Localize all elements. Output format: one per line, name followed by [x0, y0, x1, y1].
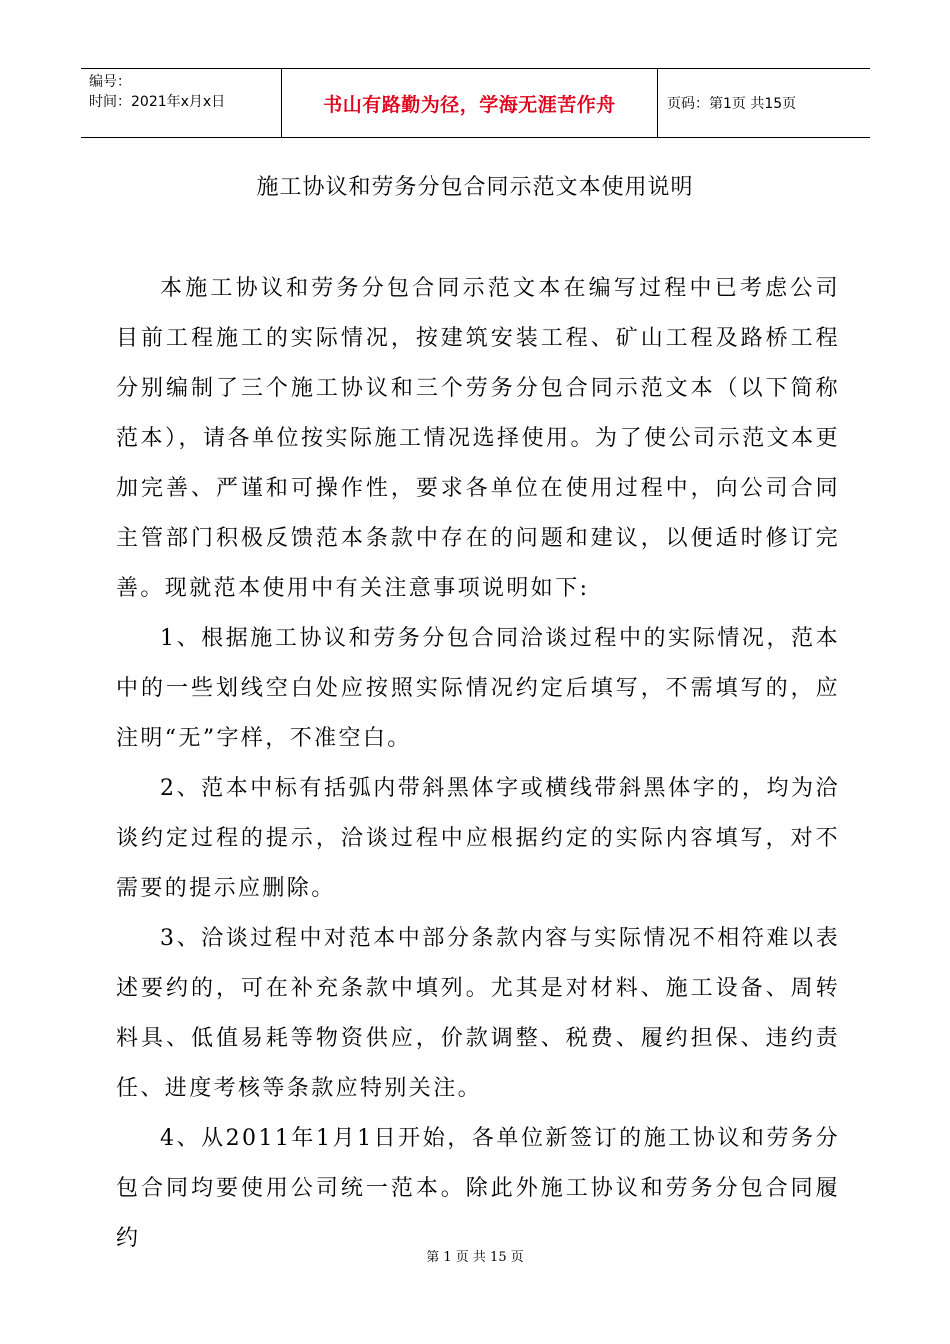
- document-body: [116, 264, 840, 1264]
- paragraph-item-2: 2、范本中标有括弧内带斜黑体字或横线带斜黑体字的，均为洽谈约定过程的提示，洽谈过程中应根据约定的实际内容填写，对不需要的提示应删除。: [116, 776, 840, 901]
- paragraph-item-1: 1、根据施工协议和劳务分包合同洽谈过程中的实际情况，范本中的一些划线空白处应按照实际情况约定后填写，不需填写的，应注明“无”字样，不准空白。: [116, 626, 840, 751]
- page-footer: 第 1 页 共 15 页: [426, 1250, 524, 1265]
- paragraph-item-3: 3、洽谈过程中对范本中部分条款内容与实际情况不相符难以表述要约的，可在补充条款中填列。尤其是对材料、施工设备、周转料具、低值易耗等物资供应，价款调整、税费、履约担保、违约责任、进度考核等条款应特别关注。: [116, 926, 840, 1101]
- header-meta: [81, 69, 281, 137]
- motto-text: 书山有路勤为径，学海无涯苦作舟: [323, 93, 616, 116]
- header-page-info: [658, 69, 870, 137]
- number-label: 编号：: [89, 74, 131, 90]
- header-motto-cell: [281, 69, 658, 137]
- header-table: [81, 68, 870, 138]
- document-title: 施工协议和劳务分包合同示范文本使用说明: [256, 175, 694, 200]
- page-info-text: 页码：第1页 共15页: [667, 96, 797, 112]
- paragraph-item-4: 4、从2011年1月1日开始，各单位新签订的施工协议和劳务分包合同均要使用公司统一范本。除此外施工协议和劳务分包合同履约: [116, 1126, 840, 1251]
- time-label: 时间：2021年x月x日: [89, 94, 226, 110]
- paragraph-intro: 本施工协议和劳务分包合同示范文本在编写过程中已考虑公司目前工程施工的实际情况，按建筑安装工程、矿山工程及路桥工程分别编制了三个施工协议和三个劳务分包合同示范文本（以下简称范本），请各单位按实际施工情况选择使用。为了使公司示范文本更加完善、严谨和可操作性，要求各单位在使用过程中，向公司合同主管部门积极反馈范本条款中存在的问题和建议，以便适时修订完善。现就范本使用中有关注意事项说明如下:: [116, 276, 840, 601]
